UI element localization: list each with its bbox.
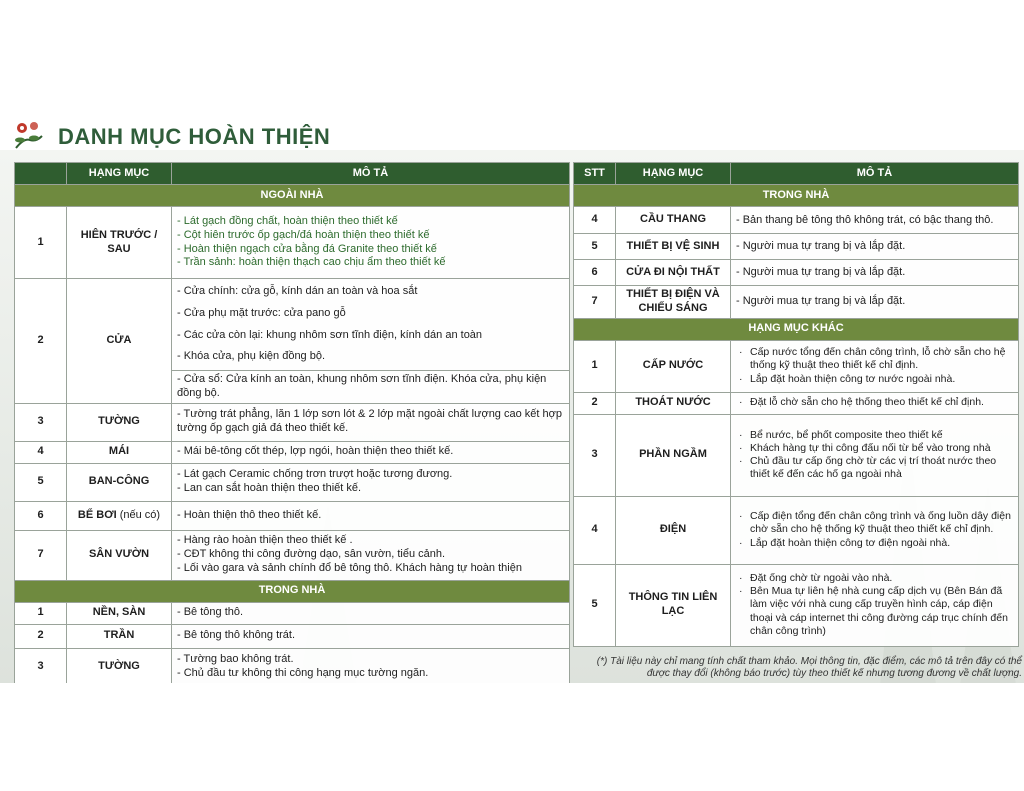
- row-description: - Bê tông thô không trát.: [172, 624, 570, 648]
- row-number: 4: [574, 207, 616, 234]
- row-number: 7: [15, 530, 67, 580]
- row-category: TƯỜNG: [67, 403, 172, 441]
- row-description: · Đặt ống chờ từ ngoài vào nhà. · Bên Mua tự liên hệ nhà cung cấp dịch vụ (Bên Bán đã làm việc với nhà cung cấp truyền hình cáp, cáp điện thoại và cáp internet thi công đường cáp trục chính đến chân công trình): [731, 564, 1019, 646]
- row-description: - Tường trát phẳng, lăn 1 lớp sơn lót & 2 lớp mặt ngoài chất lượng cao kết hợp tường ốp gạch giả đá theo thiết kế.: [172, 403, 570, 441]
- row-number: 2: [574, 392, 616, 414]
- row-number: 7: [574, 286, 616, 319]
- row-description: - Bê tông thô.: [172, 602, 570, 624]
- row-category: THIẾT BỊ ĐIỆN VÀ CHIẾU SÁNG: [616, 286, 731, 319]
- row-number: 2: [15, 624, 67, 648]
- table-row: [574, 496, 1019, 564]
- row-number: 1: [574, 340, 616, 392]
- table-row: [15, 530, 570, 580]
- row-number: 5: [574, 234, 616, 260]
- row-number: 6: [15, 501, 67, 530]
- row-description: - Cửa chính: cửa gỗ, kính dán an toàn và hoa sắt - Cửa phụ mặt trước: cửa pano gỗ - Các cửa còn lại: khung nhôm sơn tĩnh điện, kính dán an toàn - Khóa cửa, phụ kiện đồng bộ.: [172, 279, 570, 371]
- row-number: 4: [574, 496, 616, 564]
- row-description: - Hàng rào hoàn thiện theo thiết kế . - CĐT không thi công đường dạo, sân vườn, tiểu cảnh. - Lối vào gara và sảnh chính đổ bê tông thô. Khách hàng tự hoàn thiện: [172, 530, 570, 580]
- row-category: HIÊN TRƯỚC / SAU: [67, 207, 172, 279]
- row-number: 3: [15, 403, 67, 441]
- row-number: 5: [574, 564, 616, 646]
- right-table: [573, 162, 1019, 647]
- flower-logo-icon: [10, 118, 48, 154]
- row-category: MÁI: [67, 441, 172, 463]
- row-number: 6: [574, 260, 616, 286]
- table-row: [574, 340, 1019, 392]
- row-description: - Lát gạch Ceramic chống trơn trượt hoặc tương đương. - Lan can sắt hoàn thiện theo thiết kế.: [172, 463, 570, 501]
- row-description: · Bể nước, bể phốt composite theo thiết kế · Khách hàng tự thi công đấu nối từ bể vào trong nhà · Chủ đầu tư cấp ống chờ từ các vị trí thoát nước theo thiết kế đến các hố ga ngoài nhà: [731, 414, 1019, 496]
- table-row: [574, 564, 1019, 646]
- row-category: TRẦN: [67, 624, 172, 648]
- section-other: HẠNG MỤC KHÁC: [574, 318, 1019, 340]
- header-category: HẠNG MỤC: [616, 163, 731, 185]
- row-description: - Người mua tự trang bị và lắp đặt.: [731, 286, 1019, 319]
- row-number: 1: [15, 207, 67, 279]
- row-category: CẤP NƯỚC: [616, 340, 731, 392]
- table-row: [15, 501, 570, 530]
- table-row: [15, 441, 570, 463]
- header-description: MÔ TẢ: [172, 163, 570, 185]
- row-category: CỬA ĐI NỘI THẤT: [616, 260, 731, 286]
- header-stt: STT: [574, 163, 616, 185]
- row-description: · Cấp điện tổng đến chân công trình và ống luồn dây điện chờ sẵn cho hệ thống kỹ thuật theo thiết kế chỉ định. · Lắp đặt hoàn thiện công tơ điện ngoài nhà.: [731, 496, 1019, 564]
- table-row: [15, 463, 570, 501]
- row-description: - Người mua tự trang bị và lắp đặt.: [731, 234, 1019, 260]
- row-description: - Hoàn thiện thô theo thiết kế.: [172, 501, 570, 530]
- row-description: - Tường bao không trát. - Chủ đầu tư không thi công hạng mục tường ngăn.: [172, 648, 570, 686]
- table-row: [574, 234, 1019, 260]
- row-category: NỀN, SÀN: [67, 602, 172, 624]
- table-row: [574, 207, 1019, 234]
- row-description: - Cửa sổ: Cửa kính an toàn, khung nhôm sơn tĩnh điện. Khóa cửa, phụ kiện đồng bộ.: [172, 371, 570, 404]
- table-row: [15, 624, 570, 648]
- table-row: [574, 414, 1019, 496]
- row-description: - Mái bê-tông cốt thép, lợp ngói, hoàn thiện theo thiết kế.: [172, 441, 570, 463]
- row-category: PHẦN NGẦM: [616, 414, 731, 496]
- row-number: 4: [15, 441, 67, 463]
- row-description: · Đặt lỗ chờ sẵn cho hệ thống theo thiết kế chỉ định.: [731, 392, 1019, 414]
- row-description: - Người mua tự trang bị và lắp đặt.: [731, 260, 1019, 286]
- row-category: BAN-CÔNG: [67, 463, 172, 501]
- row-category: BỂ BƠI (nếu có): [67, 501, 172, 530]
- row-description: - Lát gạch đồng chất, hoàn thiện theo thiết kế - Cột hiên trước ốp gạch/đá hoàn thiện theo thiết kế - Hoàn thiện ngạch cửa bằng đá Granite theo thiết kế - Trần sảnh: hoàn thiện thạch cao chịu ẩm theo thiết kế: [172, 207, 570, 279]
- row-number: 3: [15, 648, 67, 686]
- table-row: [15, 403, 570, 441]
- table-row: [15, 279, 570, 371]
- row-category: ĐIỆN: [616, 496, 731, 564]
- row-number: 2: [15, 279, 67, 404]
- table-row: [574, 260, 1019, 286]
- section-inside: TRONG NHÀ: [15, 580, 570, 602]
- row-number: 1: [15, 602, 67, 624]
- header-description: MÔ TẢ: [731, 163, 1019, 185]
- table-row: [15, 648, 570, 686]
- row-category: TƯỜNG: [67, 648, 172, 686]
- row-description: - Bản thang bê tông thô không trát, có bậc thang thô.: [731, 207, 1019, 234]
- row-number: 3: [574, 414, 616, 496]
- section-outside: NGOÀI NHÀ: [15, 185, 570, 207]
- page-bottom-margin: [0, 683, 1024, 791]
- header-category: HẠNG MỤC: [67, 163, 172, 185]
- page-title: DANH MỤC HOÀN THIỆN: [58, 124, 331, 149]
- table-row: [15, 207, 570, 279]
- row-number: 5: [15, 463, 67, 501]
- row-description: · Cấp nước tổng đến chân công trình, lỗ chờ sẵn cho hệ thống kỹ thuật theo thiết kế chỉ định. · Lắp đặt hoàn thiện công tơ nước ngoài nhà.: [731, 340, 1019, 392]
- table-row: [574, 286, 1019, 319]
- row-category: SÂN VƯỜN: [67, 530, 172, 580]
- row-category: CẦU THANG: [616, 207, 731, 234]
- header-blank: [15, 163, 67, 185]
- row-category: CỬA: [67, 279, 172, 404]
- table-row: [574, 392, 1019, 414]
- row-category: THÔNG TIN LIÊN LẠC: [616, 564, 731, 646]
- disclaimer-note: (*) Tài liệu này chỉ mang tính chất tham khảo. Mọi thông tin, đặc điểm, các mô tả trên đây có thể được thay đổi (không báo trước) tùy theo thiết kế nhưng tương đương về chất lượng.: [596, 656, 1022, 679]
- table-row: [15, 602, 570, 624]
- section-inside: TRONG NHÀ: [574, 185, 1019, 207]
- left-table: [14, 162, 570, 687]
- row-category: THIẾT BỊ VỆ SINH: [616, 234, 731, 260]
- row-category: THOÁT NƯỚC: [616, 392, 731, 414]
